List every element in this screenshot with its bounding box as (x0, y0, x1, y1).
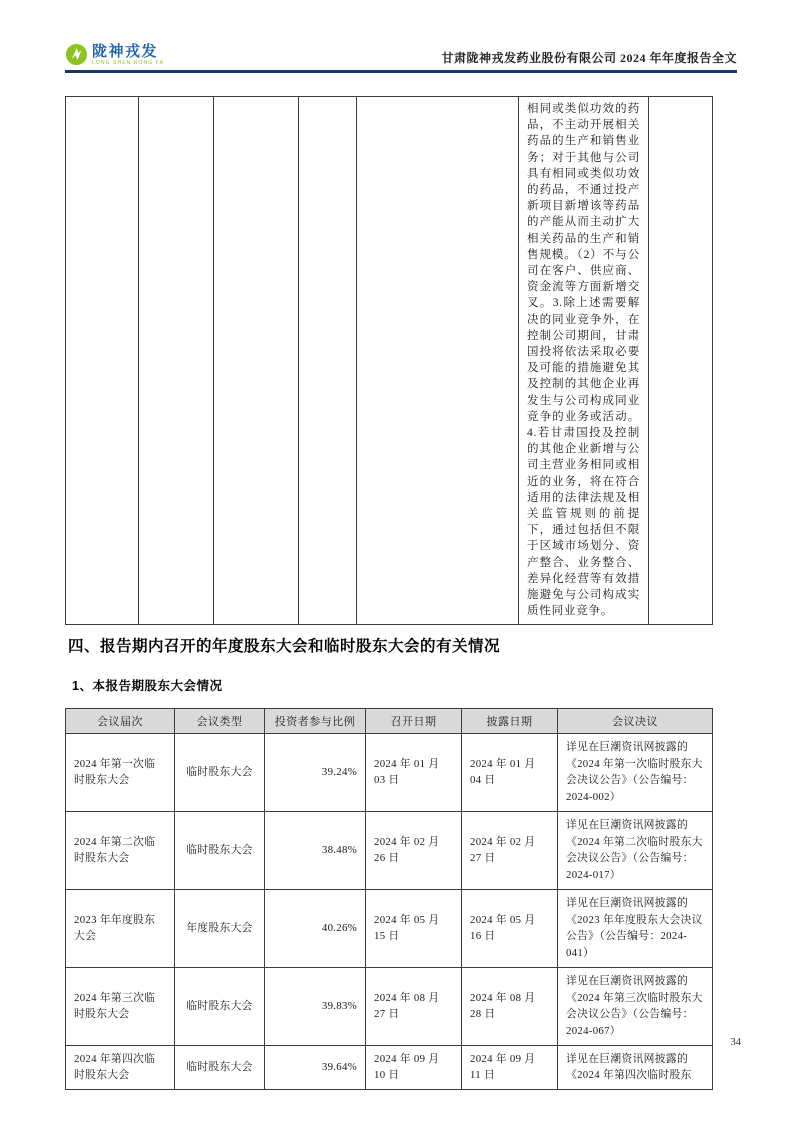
table-cell-empty (357, 97, 519, 625)
table-row (66, 1045, 713, 1089)
table-cell-type: 临时股东大会 (175, 811, 265, 889)
report-title: 甘肃陇神戎发药业股份有限公司 2024 年年度报告全文 (441, 51, 737, 65)
meetings-table-header-row (66, 709, 713, 734)
table-cell-participation_ratio: 38.48% (265, 811, 366, 889)
table-cell-resolution: 详见在巨潮资讯网披露的《2024 年第四次临时股东 (558, 1045, 713, 1089)
table-cell-empty (214, 97, 299, 625)
sub-heading: 1、本报告期股东大会情况 (72, 679, 223, 693)
company-logo (65, 43, 164, 66)
table-cell-disclosure_date: 2024 年 02 月 27 日 (462, 811, 558, 889)
table-cell-participation_ratio: 40.26% (265, 889, 366, 967)
table-row (66, 967, 713, 1045)
table-cell-session: 2023 年年度股东大会 (66, 889, 175, 967)
table-cell-empty (649, 97, 713, 625)
table-cell-empty (299, 97, 357, 625)
meetings-table-body (66, 734, 713, 1090)
logo-text (92, 44, 164, 66)
table-row (66, 734, 713, 812)
table-cell-disclosure_date: 2024 年 09 月 11 日 (462, 1045, 558, 1089)
table-cell-convene_date: 2024 年 09 月 10 日 (366, 1045, 462, 1089)
column-header: 会议类型 (175, 709, 265, 734)
column-header: 投资者参与比例 (265, 709, 366, 734)
table-cell-resolution: 详见在巨潮资讯网披露的《2023 年年度股东大会决议公告》（公告编号：2024-041） (558, 889, 713, 967)
table-cell-type: 年度股东大会 (175, 889, 265, 967)
carryover-table (65, 96, 713, 625)
table-cell-type: 临时股东大会 (175, 1045, 265, 1089)
table-row (66, 811, 713, 889)
table-cell-type: 临时股东大会 (175, 967, 265, 1045)
logo-icon (65, 43, 88, 66)
logo-name-cn: 陇神戎发 (92, 42, 159, 60)
table-cell-convene_date: 2024 年 08 月 27 日 (366, 967, 462, 1045)
table-cell-session: 2024 年第二次临时股东大会 (66, 811, 175, 889)
table-cell-disclosure_date: 2024 年 01 月 04 日 (462, 734, 558, 812)
table-row (66, 97, 713, 625)
table-cell-convene_date: 2024 年 01 月 03 日 (366, 734, 462, 812)
table-cell-resolution: 详见在巨潮资讯网披露的《2024 年第二次临时股东大会决议公告》（公告编号：2024-017） (558, 811, 713, 889)
table-cell-session: 2024 年第四次临时股东大会 (66, 1045, 175, 1089)
table-cell-participation_ratio: 39.83% (265, 967, 366, 1045)
table-cell-type: 临时股东大会 (175, 734, 265, 812)
table-cell-participation_ratio: 39.64% (265, 1045, 366, 1089)
page-header (65, 44, 737, 73)
meetings-table (65, 708, 713, 1090)
column-header: 召开日期 (366, 709, 462, 734)
column-header: 披露日期 (462, 709, 558, 734)
column-header: 会议届次 (66, 709, 175, 734)
table-cell-disclosure_date: 2024 年 05 月 16 日 (462, 889, 558, 967)
table-cell-empty (139, 97, 214, 625)
commitment-text-cell: 相同或类似功效的药品，不主动开展相关药品的生产和销售业务；对于其他与公司具有相同或类似功效的药品，不通过投产新项目新增该等药品的产能从而主动扩大相关药品的生产和销售规模。（2）不与公司在客户、供应商、资金流等方面新增交叉。3.除上述需要解决的同业竞争外，在控制公司期间，甘肃国投将依法采取必要及可能的措施避免其及控制的其他企业再发生与公司构成同业竞争的业务或活动。4.若甘肃国投及控制的其他企业新增与公司主营业务相同或相近的业务，将在符合适用的法律法规及相关监管规则的前提下，通过包括但不限于区域市场划分、资产整合、业务整合、差异化经营等有效措施避免与公司构成实质性同业竞争。 (519, 97, 649, 625)
page-number: 34 (730, 1037, 741, 1048)
column-header: 会议决议 (558, 709, 713, 734)
table-cell-resolution: 详见在巨潮资讯网披露的《2024 年第三次临时股东大会决议公告》（公告编号：2024-067） (558, 967, 713, 1045)
table-cell-empty (66, 97, 139, 625)
table-cell-disclosure_date: 2024 年 08 月 28 日 (462, 967, 558, 1045)
table-cell-resolution: 详见在巨潮资讯网披露的《2024 年第一次临时股东大会决议公告》（公告编号：2024-002） (558, 734, 713, 812)
table-cell-session: 2024 年第一次临时股东大会 (66, 734, 175, 812)
logo-name-en: LONG SHEN RONG FA (92, 59, 165, 66)
table-row (66, 889, 713, 967)
table-cell-convene_date: 2024 年 02 月 26 日 (366, 811, 462, 889)
section-heading: 四、报告期内召开的年度股东大会和临时股东大会的有关情况 (68, 638, 501, 655)
table-cell-convene_date: 2024 年 05 月 15 日 (366, 889, 462, 967)
table-cell-session: 2024 年第三次临时股东大会 (66, 967, 175, 1045)
table-cell-participation_ratio: 39.24% (265, 734, 366, 812)
